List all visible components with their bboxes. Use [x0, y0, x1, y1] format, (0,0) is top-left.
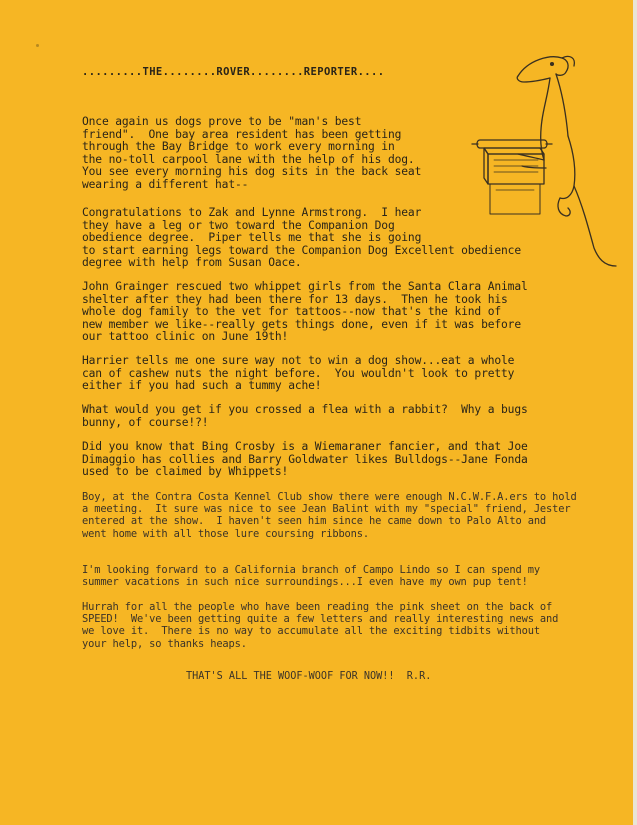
- paragraph-flea-joke: [82, 404, 528, 429]
- text-line: new member we like--really gets things done, even if it was before: [82, 317, 521, 331]
- paragraph-campo-lindo: [82, 564, 540, 588]
- text-line: SPEED! We've been getting quite a few letters and really interesting news and: [82, 613, 559, 626]
- text-line: Once again us dogs prove to be "man's best: [82, 115, 362, 128]
- paragraph-celebrity-dogs: [82, 441, 528, 479]
- text-line: to start earning legs toward the Companion Dog Excellent obedience: [82, 243, 521, 257]
- text-line: Boy, at the Contra Costa Kennel Club show there were enough N.C.W.F.A.ers to hold: [82, 491, 577, 503]
- text-line: either if you had such a tummy ache!: [82, 379, 322, 393]
- text-line: wearing a different hat--: [82, 177, 249, 191]
- text-line: I'm looking forward to a California branch of Campo Lindo so I can spend my: [82, 564, 540, 576]
- text-line: John Grainger rescued two whippet girls from the Santa Clara Animal: [82, 280, 528, 293]
- text-line: Harrier tells me one sure way not to win a dog show...eat a whole: [82, 354, 515, 367]
- text-line: Hurrah for all the people who have been reading the pink sheet on the back of: [82, 601, 553, 613]
- paragraph-carpool: [82, 116, 421, 192]
- paragraph-thanks: [82, 601, 558, 650]
- text-line: entered at the show. I haven't seen him since he came down to Palo Alto and: [82, 515, 547, 528]
- text-line: shelter after they had been there for 13 days. Then he took his: [82, 292, 508, 306]
- text-line: your help, so thanks heaps.: [82, 637, 247, 650]
- text-line: summer vacations in such nice surroundings...I even have my own pup tent!: [82, 576, 528, 589]
- text-line: the no-toll carpool lane with the help of his dog.: [82, 152, 415, 166]
- text-line: degree with help from Susan Oace.: [82, 256, 302, 270]
- text-line: whole dog family to the vet for tattoos--now that's the kind of: [82, 305, 502, 319]
- masthead-title: .........THE........ROVER........REPORTER....: [82, 66, 385, 78]
- text-line: used to be claimed by Whippets!: [82, 465, 289, 479]
- paper-speck: [36, 44, 39, 47]
- text-line: Dimaggio has collies and Barry Goldwater likes Bulldogs--Jane Fonda: [82, 452, 528, 466]
- text-line: Did you know that Bing Crosby is a Wiemaraner fancier, and that Joe: [82, 440, 528, 453]
- text-line: obedience degree. Piper tells me that she is going: [82, 231, 422, 245]
- text-line: our tattoo clinic on June 19th!: [82, 330, 289, 344]
- paragraph-kennel-club: [82, 491, 577, 540]
- text-line: What would you get if you crossed a flea with a rabbit? Why a bugs: [82, 403, 528, 416]
- text-line: friend". One bay area resident has been getting: [82, 127, 402, 141]
- paper-edge: [633, 0, 637, 825]
- paragraph-congratulations: [82, 207, 521, 270]
- text-line: a meeting. It sure was nice to see Jean Balint with my "special" friend, Jester: [82, 503, 571, 516]
- paragraph-whippet-rescue: [82, 281, 528, 344]
- signoff: THAT'S ALL THE WOOF-WOOF FOR NOW!! R.R.: [186, 671, 432, 682]
- text-line: we love it. There is no way to accumulate all the exciting tidbits without: [82, 625, 540, 638]
- text-line: they have a leg or two toward the Companion Dog: [82, 218, 395, 232]
- text-line: bunny, of course!?!: [82, 415, 209, 429]
- text-line: went home with all those lure coursing ribbons.: [82, 527, 369, 540]
- paragraph-dog-show-tip: [82, 355, 514, 393]
- text-line: through the Bay Bridge to work every morning in: [82, 140, 395, 154]
- text-line: Congratulations to Zak and Lynne Armstrong. I hear: [82, 206, 422, 219]
- text-line: You see every morning his dog sits in the back seat: [82, 165, 422, 179]
- text-line: can of cashew nuts the night before. You wouldn't look to pretty: [82, 366, 515, 380]
